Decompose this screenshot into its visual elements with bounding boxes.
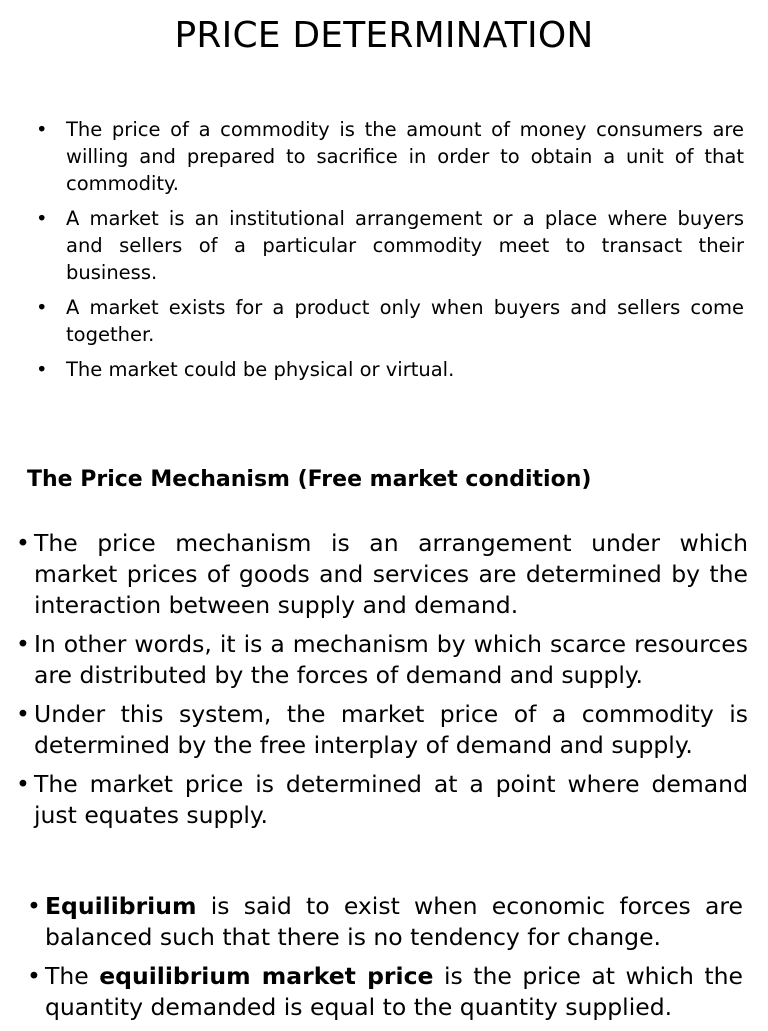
equilibrium-market-price-term: equilibrium market price	[99, 962, 434, 990]
page-title: PRICE DETERMINATION	[174, 15, 594, 56]
list-item	[27, 961, 743, 1023]
bullet-icon: •	[36, 358, 48, 381]
list-item-text: is the price at which the quantity demanded is equal to the quantity supplied.	[45, 962, 743, 1021]
list-item	[16, 528, 748, 621]
list-item	[16, 769, 748, 831]
list-item-text: is said to exist when economic forces are balanced such that there is no tendency for change.	[45, 892, 743, 951]
list-item-text: The price of a commodity is the amount of money consumers are willing and prepared to sacrifice in order to obtain a unit of that commodity.	[66, 118, 744, 195]
list-item-text: The market could be physical or virtual.	[66, 358, 455, 381]
bullet-icon: •	[16, 630, 30, 658]
list-item	[36, 356, 744, 383]
bullet-icon: •	[36, 118, 48, 141]
list-item	[36, 294, 744, 348]
list-item	[16, 629, 748, 691]
list-item	[27, 891, 743, 953]
intro-bullet-list	[36, 116, 744, 391]
list-item	[16, 699, 748, 761]
list-item-text: The	[45, 962, 100, 990]
bullet-icon: •	[16, 770, 30, 798]
mechanism-bullet-list	[16, 528, 748, 839]
bullet-icon: •	[27, 962, 41, 990]
bullet-icon: •	[27, 892, 41, 920]
equilibrium-term: Equilibrium	[45, 892, 197, 920]
bullet-icon: •	[16, 700, 30, 728]
equilibrium-bullet-list	[27, 891, 743, 1031]
list-item-text: Under this system, the market price of a commodity is determined by the free interplay of demand and supply.	[34, 700, 748, 759]
bullet-icon: •	[36, 207, 48, 230]
list-item	[36, 116, 744, 197]
list-item-text: In other words, it is a mechanism by which scarce resources are distributed by the forces of demand and supply.	[34, 630, 748, 689]
list-item-text: The market price is determined at a point where demand just equates supply.	[34, 770, 748, 829]
bullet-icon: •	[16, 529, 30, 557]
bullet-icon: •	[36, 296, 48, 319]
list-item	[36, 205, 744, 286]
list-item-text: The price mechanism is an arrangement under which market prices of goods and services are determined by the interaction between supply and demand.	[34, 529, 748, 619]
list-item-text: A market is an institutional arrangement or a place where buyers and sellers of a particular commodity meet to transact their business.	[66, 207, 744, 284]
list-item-text: A market exists for a product only when buyers and sellers come together.	[66, 296, 744, 346]
section-heading: The Price Mechanism (Free market condition)	[27, 467, 592, 492]
